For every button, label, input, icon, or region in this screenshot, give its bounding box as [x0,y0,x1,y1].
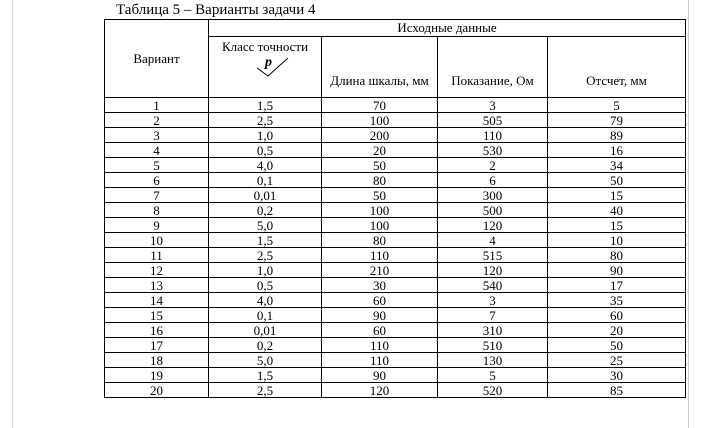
table-row [105,113,686,128]
table-row [105,263,686,278]
cell-accuracy-class: 1,0 [209,263,322,278]
header-accuracy-symbol: p [265,55,272,70]
cell-accuracy-class: 0,2 [209,338,322,353]
cell-count: 50 [548,338,686,353]
cell-count: 10 [548,233,686,248]
header-accuracy-class-label: Класс точности [221,39,309,54]
table-row [105,173,686,188]
cell-accuracy-class: 2,5 [209,383,322,398]
cell-accuracy-class: 0,1 [209,173,322,188]
cell-accuracy-class: 1,5 [209,368,322,383]
cell-variant: 7 [105,188,209,203]
table-row [105,233,686,248]
table-row [105,383,686,398]
cell-variant: 11 [105,248,209,263]
cell-accuracy-class: 4,0 [209,293,322,308]
cell-reading: 500 [438,203,548,218]
cell-scale-length: 60 [322,323,438,338]
table-row [105,128,686,143]
table-row [105,293,686,308]
cell-count: 16 [548,143,686,158]
cell-count: 80 [548,248,686,263]
cell-count: 34 [548,158,686,173]
cell-reading: 510 [438,338,548,353]
cell-count: 17 [548,278,686,293]
header-reading: Показание, Ом [438,37,548,98]
header-variant: Вариант [105,20,209,98]
cell-variant: 12 [105,263,209,278]
cell-variant: 16 [105,323,209,338]
cell-accuracy-class: 1,5 [209,98,322,113]
cell-accuracy-class: 0,01 [209,323,322,338]
cell-count: 50 [548,173,686,188]
cell-scale-length: 90 [322,308,438,323]
cell-scale-length: 80 [322,173,438,188]
cell-count: 90 [548,263,686,278]
cell-reading: 2 [438,158,548,173]
cell-variant: 1 [105,98,209,113]
cell-scale-length: 100 [322,203,438,218]
cell-reading: 6 [438,173,548,188]
cell-count: 30 [548,368,686,383]
cell-reading: 300 [438,188,548,203]
cell-reading: 540 [438,278,548,293]
cell-scale-length: 200 [322,128,438,143]
cell-count: 89 [548,128,686,143]
cell-reading: 120 [438,218,548,233]
cell-scale-length: 50 [322,158,438,173]
cell-count: 60 [548,308,686,323]
cell-scale-length: 120 [322,383,438,398]
table-row [105,218,686,233]
variants-table [104,19,686,398]
table-row [105,143,686,158]
header-source-data: Исходные данные [209,20,686,37]
cell-reading: 310 [438,323,548,338]
cell-variant: 14 [105,293,209,308]
cell-variant: 6 [105,173,209,188]
cell-accuracy-class: 2,5 [209,248,322,263]
table-row [105,368,686,383]
cell-accuracy-class: 0,5 [209,278,322,293]
cell-reading: 5 [438,368,548,383]
cell-accuracy-class: 2,5 [209,113,322,128]
cell-scale-length: 90 [322,368,438,383]
cell-reading: 7 [438,308,548,323]
cell-reading: 515 [438,248,548,263]
cell-variant: 2 [105,113,209,128]
cell-scale-length: 110 [322,338,438,353]
cell-accuracy-class: 1,5 [209,233,322,248]
cell-reading: 3 [438,98,548,113]
check-mark-icon [255,56,295,78]
cell-scale-length: 210 [322,263,438,278]
table-row [105,248,686,263]
table-row [105,98,686,113]
cell-scale-length: 60 [322,293,438,308]
cell-reading: 520 [438,383,548,398]
header-count: Отсчет, мм [548,37,686,98]
cell-variant: 13 [105,278,209,293]
cell-reading: 530 [438,143,548,158]
cell-scale-length: 110 [322,353,438,368]
header-accuracy-class [209,37,322,98]
cell-accuracy-class: 0,2 [209,203,322,218]
cell-count: 40 [548,203,686,218]
table-row [105,278,686,293]
cell-reading: 3 [438,293,548,308]
cell-scale-length: 50 [322,188,438,203]
cell-variant: 15 [105,308,209,323]
cell-count: 15 [548,188,686,203]
cell-reading: 130 [438,353,548,368]
cell-variant: 17 [105,338,209,353]
cell-reading: 4 [438,233,548,248]
cell-variant: 10 [105,233,209,248]
cell-scale-length: 20 [322,143,438,158]
cell-count: 79 [548,113,686,128]
cell-count: 25 [548,353,686,368]
cell-accuracy-class: 4,0 [209,158,322,173]
cell-count: 20 [548,323,686,338]
cell-accuracy-class: 1,0 [209,128,322,143]
cell-count: 5 [548,98,686,113]
cell-count: 35 [548,293,686,308]
table-row [105,353,686,368]
cell-scale-length: 70 [322,98,438,113]
page-margin-left [12,0,13,428]
cell-variant: 5 [105,158,209,173]
table-caption: Таблица 5 – Варианты задачи 4 [116,2,316,18]
cell-reading: 505 [438,113,548,128]
cell-variant: 20 [105,383,209,398]
header-scale-length: Длина шкалы, мм [322,37,438,98]
cell-variant: 9 [105,218,209,233]
page-margin-right [688,0,689,428]
cell-variant: 8 [105,203,209,218]
cell-variant: 19 [105,368,209,383]
table-row [105,308,686,323]
cell-accuracy-class: 0,01 [209,188,322,203]
cell-scale-length: 110 [322,248,438,263]
table-row [105,188,686,203]
table-row [105,323,686,338]
cell-scale-length: 100 [322,113,438,128]
cell-accuracy-class: 0,1 [209,308,322,323]
cell-accuracy-class: 0,5 [209,143,322,158]
cell-count: 85 [548,383,686,398]
cell-scale-length: 30 [322,278,438,293]
cell-reading: 120 [438,263,548,278]
table-row [105,158,686,173]
cell-accuracy-class: 5,0 [209,353,322,368]
table-row [105,338,686,353]
cell-variant: 4 [105,143,209,158]
cell-variant: 18 [105,353,209,368]
cell-count: 15 [548,218,686,233]
cell-accuracy-class: 5,0 [209,218,322,233]
cell-reading: 110 [438,128,548,143]
cell-scale-length: 80 [322,233,438,248]
cell-scale-length: 100 [322,218,438,233]
cell-variant: 3 [105,128,209,143]
table-row [105,203,686,218]
